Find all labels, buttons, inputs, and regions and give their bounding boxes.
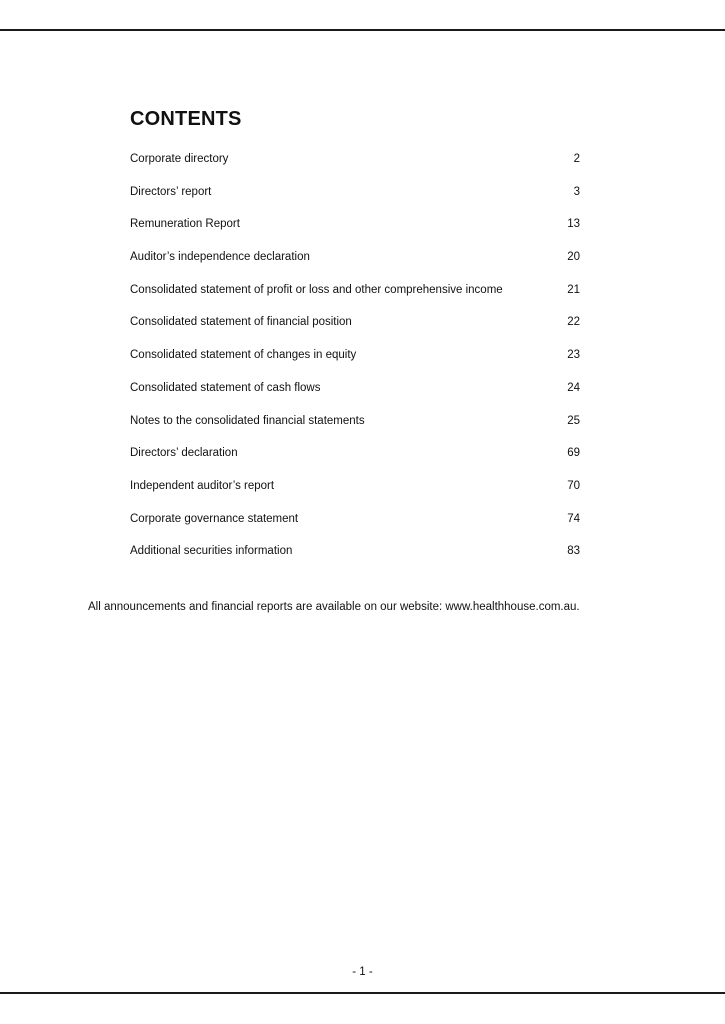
- toc-entry-remuneration-report: [130, 215, 580, 248]
- toc-entry-label: Corporate directory: [130, 153, 229, 165]
- toc-entry-label: Consolidated statement of financial position: [130, 316, 352, 329]
- toc-entry-label: Consolidated statement of cash flows: [130, 381, 321, 394]
- toc-entry-label: Directors’ report: [130, 185, 212, 198]
- footer-rule: [0, 992, 725, 994]
- toc-entry-label: Corporate governance statement: [130, 512, 299, 525]
- contents-title: CONTENTS: [130, 108, 242, 130]
- website-note: All announcements and financial reports are available on our website: www.healthhouse.com.au.: [88, 601, 580, 613]
- toc-entry-page: 70: [567, 479, 580, 492]
- contents-list: [130, 150, 580, 575]
- toc-entry-label: Consolidated statement of changes in equity: [130, 349, 357, 362]
- toc-entry-corporate-governance-statement: [130, 510, 580, 543]
- toc-entry-notes-to-financial-statements: [130, 412, 580, 445]
- toc-entry-label: Directors’ declaration: [130, 447, 238, 460]
- toc-entry-page: 22: [567, 316, 580, 329]
- toc-entry-auditors-independence-declaration: [130, 248, 580, 281]
- header-rule: [0, 29, 725, 31]
- toc-entry-page: 13: [567, 218, 580, 231]
- toc-entry-label: Auditor’s independence declaration: [130, 251, 310, 264]
- toc-entry-page: 3: [573, 185, 580, 198]
- toc-entry-page: 21: [567, 283, 580, 296]
- toc-entry-page: 83: [567, 545, 580, 558]
- toc-entry-financial-position-statement: [130, 313, 580, 346]
- toc-entry-page: 74: [567, 512, 580, 525]
- toc-entry-additional-securities-information: [130, 542, 580, 575]
- toc-entry-corporate-directory: [130, 150, 580, 183]
- toc-entry-label: Additional securities information: [130, 545, 293, 558]
- toc-entry-changes-in-equity-statement: [130, 346, 580, 379]
- toc-entry-label: Independent auditor’s report: [130, 479, 275, 492]
- toc-entry-independent-auditors-report: [130, 477, 580, 510]
- toc-entry-cash-flows-statement: [130, 379, 580, 412]
- page-number: - 1 -: [352, 966, 373, 978]
- toc-entry-label: Notes to the consolidated financial statements: [130, 414, 365, 427]
- toc-entry-page: 24: [567, 381, 580, 394]
- toc-entry-page: 20: [567, 251, 580, 264]
- toc-entry-page: 23: [567, 349, 580, 362]
- toc-entry-page: 2: [573, 153, 580, 165]
- toc-entry-label: Remuneration Report: [130, 218, 240, 231]
- toc-entry-label: Consolidated statement of profit or loss and other comprehensive income: [130, 283, 503, 296]
- toc-entry-page: 69: [567, 447, 580, 460]
- toc-entry-directors-report: [130, 183, 580, 216]
- toc-entry-profit-or-loss-statement: [130, 281, 580, 314]
- toc-entry-page: 25: [567, 414, 580, 427]
- toc-entry-directors-declaration: [130, 444, 580, 477]
